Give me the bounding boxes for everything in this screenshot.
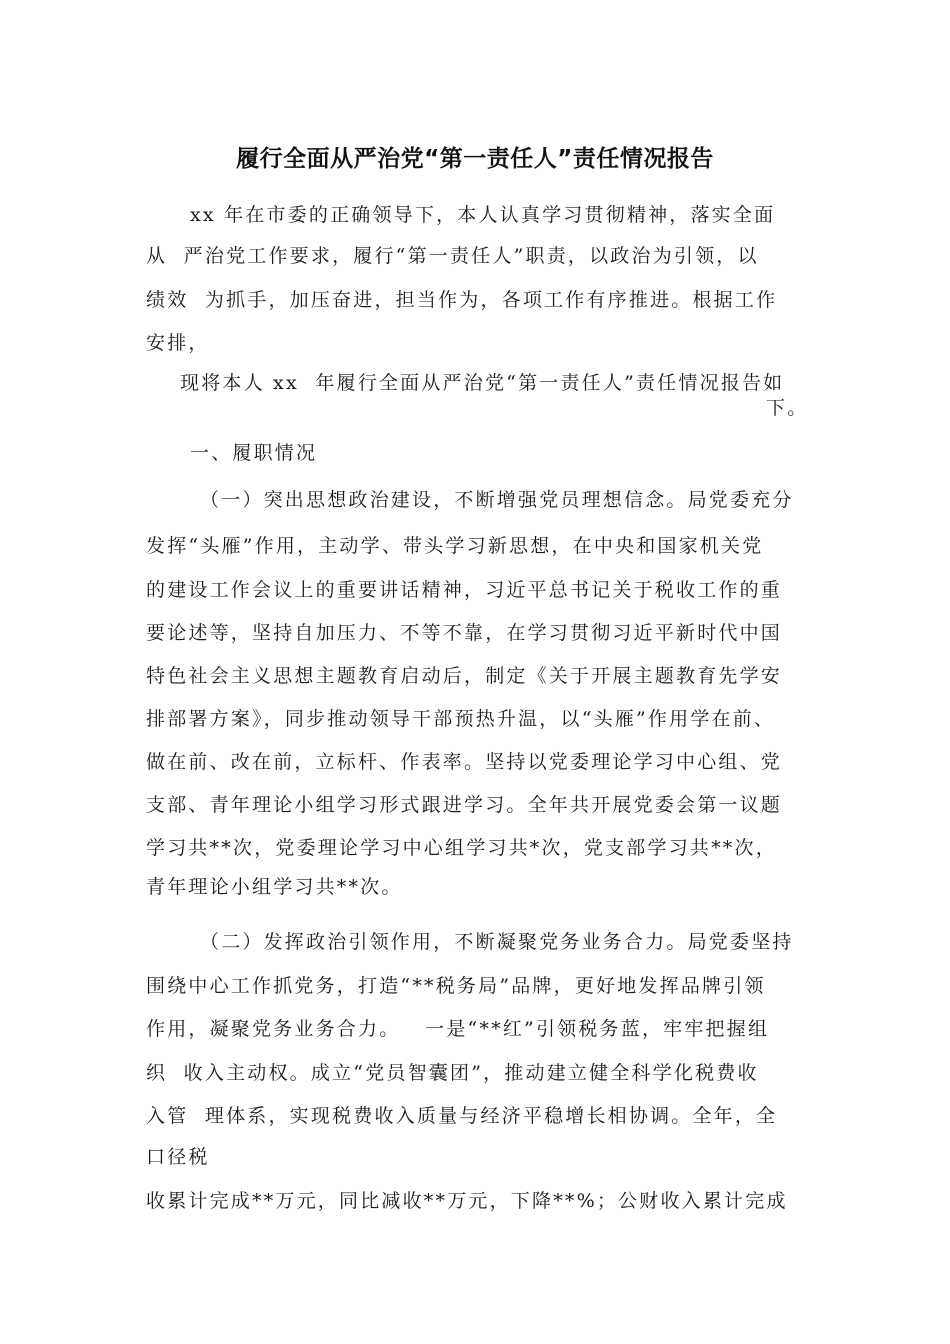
paragraph-line: 下。 [766,397,809,419]
paragraph-line: 特色社会主义思想主题教育启动后，制定《关于开展主题教育先学安 [146,665,783,687]
paragraph-line: 作用，凝聚党务业务合力。 一是“**红”引领税务蓝，牢牢把握组 [146,1018,770,1040]
paragraph-line: 收累计完成**万元，同比减收**万元，下降**%；公财收入累计完成 [146,1190,788,1212]
paragraph-line: 排部署方案》，同步推动领导干部预热升温，以“头雁”作用学在前、 [146,708,776,730]
paragraph-line: 围绕中心工作抓党务，打造“**税务局”品牌，更好地发挥品牌引领 [146,975,766,997]
paragraph-line: 的建设工作会议上的重要讲话精神，习近平总书记关于税收工作的重 [146,579,783,601]
paragraph-line: （二）发挥政治引领作用，不断凝聚党务业务合力。局党委坚持 [200,931,794,953]
paragraph-line: 发挥“头雁”作用，主动学、带头学习新思想，在中央和国家机关党 [146,535,764,557]
paragraph-line: 青年理论小组学习共**次。 [146,876,403,898]
paragraph-line: 绩效 为抓手，加压奋进，担当作为，各项工作有序推进。根据工作 [146,289,778,311]
paragraph-line: 支部、青年理论小组学习形式跟进学习。全年共开展党委会第一议题 [146,794,783,816]
paragraph-line: 织 收入主动权。成立“党员智囊团”，推动建立健全科学化税费收 [146,1062,759,1084]
paragraph-line: （一）突出思想政治建设，不断增强党员理想信念。局党委充分 [200,489,794,511]
paragraph-line: 要论述等，坚持自加压力、不等不靠，在学习贯彻习近平新时代中国 [146,622,783,644]
section-heading: 一、履职情况 [190,442,318,464]
paragraph-line: 学习共**次，党委理论学习中心组学习共*次，党支部学习共**次， [146,837,777,859]
paragraph-line: xx 年在市委的正确领导下，本人认真学习贯彻精神，落实全面 [190,204,776,226]
paragraph-line: 入管 理体系，实现税费收入质量与经济平稳增长相协调。全年，全 [146,1105,778,1127]
document-title: 履行全面从严治党“第一责任人”责任情况报告 [236,146,714,172]
paragraph-line: 口径税 [146,1146,210,1168]
paragraph-line: 从 严治党工作要求，履行“第一责任人”职责，以政治为引领，以 [146,245,759,267]
paragraph-line: 做在前、改在前，立标杆、作表率。坚持以党委理论学习中心组、党 [146,751,783,773]
paragraph-line: 安排， [146,332,210,354]
paragraph-line: 现将本人 xx 年履行全面从严治党“第一责任人”责任情况报告如 [180,372,785,394]
